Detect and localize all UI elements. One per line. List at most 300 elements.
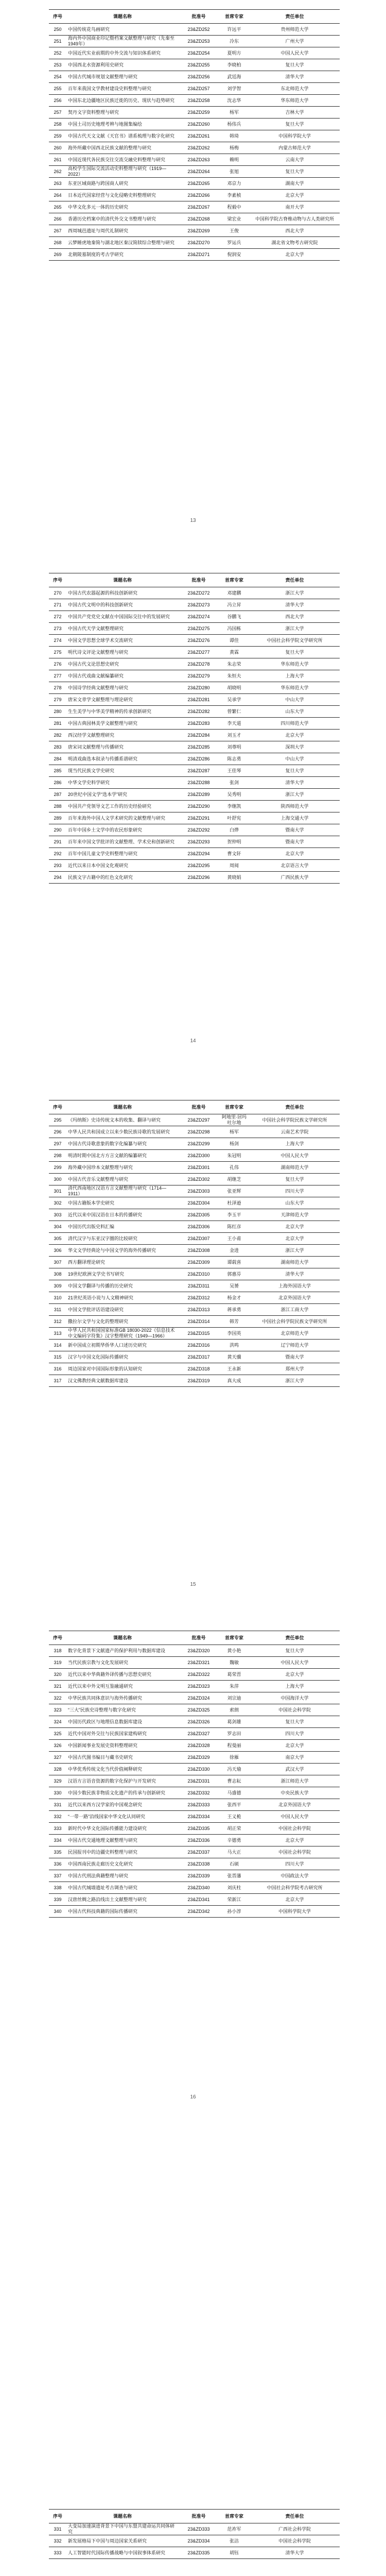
row-chief-expert: 张晋藩 xyxy=(219,1870,250,1882)
row-approval-number: 23&ZD259 xyxy=(179,107,219,118)
row-approval-number: 23&ZD317 xyxy=(179,1351,219,1363)
row-title: 中国历代出版史料汇编 xyxy=(66,1221,179,1233)
table-row xyxy=(49,836,340,848)
row-chief-expert: 辛德勇 xyxy=(219,1835,250,1846)
row-chief-expert: 罗运兵 xyxy=(219,237,250,249)
table-row xyxy=(49,1292,340,1304)
row-approval-number: 23&ZD309 xyxy=(179,1257,219,1268)
row-seq: 311 xyxy=(49,1304,66,1316)
row-responsible-unit: 中国社会科学院 xyxy=(250,1846,340,1858)
row-title: 中国文学批评话语建设研究 xyxy=(66,1304,179,1316)
row-seq: 330 xyxy=(49,1787,66,1799)
row-responsible-unit: 广西社会科学院 xyxy=(250,2523,340,2535)
table-row xyxy=(49,95,340,107)
row-responsible-unit: 中国海洋大学 xyxy=(250,1692,340,1704)
row-title: 新中国成立初期华侨华人口述历史研究 xyxy=(66,1340,179,1351)
row-chief-expert: 孙小淳 xyxy=(219,1906,250,1918)
row-chief-expert: 刘庆柱 xyxy=(219,1882,250,1894)
table-header-row xyxy=(49,2510,340,2523)
row-title: 汉唐丝绸之路沿线出土文献整理与研究 xyxy=(66,1894,179,1906)
header-chief-expert: 首席专家 xyxy=(219,2510,250,2523)
row-chief-expert: 范祚军 xyxy=(219,2523,250,2535)
row-approval-number: 23&ZD290 xyxy=(179,801,219,812)
row-title: 中国古籍版本学史研究 xyxy=(66,1197,179,1209)
row-title: 《玛纳斯》史诗传统文本的收集、翻译与研究 xyxy=(66,1114,179,1126)
row-seq: 331 xyxy=(49,1799,66,1811)
row-chief-expert: 金进 xyxy=(219,1245,250,1257)
row-title: 近代以来中外文明互鉴融通研究 xyxy=(66,1681,179,1692)
table-row xyxy=(49,777,340,789)
row-responsible-unit: 上海外国语大学 xyxy=(250,1280,340,1292)
row-responsible-unit: 中国社会科学院文学研究所 xyxy=(250,635,340,647)
table-row xyxy=(49,1787,340,1799)
row-responsible-unit: 郑州大学 xyxy=(250,1363,340,1375)
table-row xyxy=(49,1681,340,1692)
row-seq: 273 xyxy=(49,623,66,635)
row-seq: 258 xyxy=(49,118,66,130)
row-chief-expert: 杨伟兵 xyxy=(219,118,250,130)
table-row xyxy=(49,59,340,71)
row-title: “一带一路”沿线国家中华文化认同研究 xyxy=(66,1811,179,1823)
header-title: 课题名称 xyxy=(66,1631,179,1645)
row-title: 近代以来中国汉语在日本的传播研究 xyxy=(66,1209,179,1221)
row-responsible-unit: 四川师范大学 xyxy=(250,718,340,730)
row-title: 中国历代政区与地理信息数据库建设 xyxy=(66,1716,179,1728)
row-seq: 305 xyxy=(49,1233,66,1245)
table-row xyxy=(49,1328,340,1340)
row-approval-number: 23&ZD284 xyxy=(179,730,219,741)
row-responsible-unit: 华东师范大学 xyxy=(250,658,340,670)
row-approval-number: 23&ZD341 xyxy=(179,1894,219,1906)
row-responsible-unit: 复旦大学 xyxy=(250,647,340,658)
row-chief-expert: 梁宏业 xyxy=(219,213,250,225)
row-approval-number: 23&ZD257 xyxy=(179,83,219,95)
row-approval-number: 23&ZD331 xyxy=(179,1775,219,1787)
row-chief-expert: 马大正 xyxy=(219,1846,250,1858)
row-chief-expert: 朱恒夫 xyxy=(219,670,250,682)
row-title: 民国报刊中的边疆史料整理与研究 xyxy=(66,1846,179,1858)
row-seq: 317 xyxy=(49,1375,66,1387)
table-row xyxy=(49,36,340,47)
table-row xyxy=(49,789,340,801)
row-seq: 268 xyxy=(49,237,66,249)
table-row xyxy=(49,1351,340,1363)
row-responsible-unit: 湖北省文物考古研究院 xyxy=(250,237,340,249)
row-chief-expert: 谭载喜 xyxy=(219,1257,250,1268)
row-responsible-unit: 云南艺术学院 xyxy=(250,1126,340,1138)
header-chief-expert: 首席专家 xyxy=(219,1631,250,1645)
row-responsible-unit: 清华大学 xyxy=(250,1268,340,1280)
row-title: 近代以来日本中国文化观研究 xyxy=(66,860,179,872)
row-responsible-unit: 上海交通大学 xyxy=(250,812,340,824)
row-seq: 286 xyxy=(49,777,66,789)
row-approval-number: 23&ZD296 xyxy=(179,872,219,884)
table-row xyxy=(49,71,340,83)
row-seq: 302 xyxy=(49,1197,66,1209)
row-seq: 332 xyxy=(49,2535,66,2547)
row-responsible-unit: 中国政法大学 xyxy=(250,1870,340,1882)
row-approval-number: 23&ZD303 xyxy=(179,1185,219,1197)
row-title: 中国古典园林美学文献整理与研究 xyxy=(66,718,179,730)
row-seq: 331 xyxy=(49,2523,66,2535)
header-seq: 序号 xyxy=(49,573,66,587)
header-responsible-unit: 责任单位 xyxy=(250,2510,340,2523)
row-responsible-unit: 浙江大学 xyxy=(250,1245,340,1257)
row-approval-number: 23&ZD292 xyxy=(179,824,219,836)
table-row xyxy=(49,83,340,95)
row-approval-number: 23&ZD306 xyxy=(179,1221,219,1233)
row-approval-number: 23&ZD321 xyxy=(179,1657,219,1669)
row-title: 中国东北边疆地区民族迁徙的历史、现状与趋势研究 xyxy=(66,95,179,107)
row-seq: 283 xyxy=(49,741,66,753)
row-chief-expert: 蒋承勇 xyxy=(219,1304,250,1316)
row-approval-number: 23&ZD285 xyxy=(179,741,219,753)
row-chief-expert: 洪鸣 xyxy=(219,1340,250,1351)
row-seq: 296 xyxy=(49,1126,66,1138)
row-chief-expert: 倪润安 xyxy=(219,249,250,261)
row-chief-expert: 韩芳 xyxy=(219,1316,250,1328)
table-row xyxy=(49,1221,340,1233)
row-seq: 254 xyxy=(49,71,66,83)
row-approval-number: 23&ZD271 xyxy=(179,249,219,261)
row-chief-expert: 李玉平 xyxy=(219,1209,250,1221)
row-title: 契丹文字资料整理与研究 xyxy=(66,107,179,118)
row-chief-expert: 真大成 xyxy=(219,1375,250,1387)
row-responsible-unit: 中国人民大学 xyxy=(250,1657,340,1669)
table-row xyxy=(49,741,340,753)
row-approval-number: 23&ZD311 xyxy=(179,1280,219,1292)
row-responsible-unit: 浙江大学 xyxy=(250,789,340,801)
row-approval-number: 23&ZD315 xyxy=(179,1328,219,1340)
row-title: 中国古代文论思想史研究 xyxy=(66,658,179,670)
row-chief-expert: 王永新 xyxy=(219,1363,250,1375)
row-title: 中国古代天学文献整理研究 xyxy=(66,623,179,635)
table-row xyxy=(49,718,340,730)
row-responsible-unit: 贵州师范大学 xyxy=(250,24,340,36)
row-title: 新时代中华文化国际传播能力建设研究 xyxy=(66,1823,179,1835)
table-row xyxy=(49,611,340,623)
row-seq: 326 xyxy=(49,1740,66,1752)
row-responsible-unit: 中国科学院古脊椎动物与古人类研究所 xyxy=(250,213,340,225)
row-responsible-unit: 复旦大学 xyxy=(250,1716,340,1728)
row-responsible-unit: 山东大学 xyxy=(250,1197,340,1209)
row-seq: 301 xyxy=(49,1185,66,1197)
row-title: 明清时期中国北方方言文献的编纂研究 xyxy=(66,1150,179,1162)
row-title: 西汉经学文献整理研究 xyxy=(66,730,179,741)
table-row xyxy=(49,1870,340,1882)
row-seq: 250 xyxy=(49,24,66,36)
row-responsible-unit: 云南大学 xyxy=(250,154,340,166)
row-title: 汉语方言语音资源的数字化保护与开发研究 xyxy=(66,1775,179,1787)
row-seq: 320 xyxy=(49,1669,66,1681)
row-responsible-unit: 山东大学 xyxy=(250,706,340,718)
row-chief-expert: 刘宗迪 xyxy=(219,1692,250,1704)
row-seq: 270 xyxy=(49,587,66,599)
row-title: 清代西南地区汉语方言文献整理与研究（1714—1911） xyxy=(66,1185,179,1197)
row-chief-expert: 韩琦 xyxy=(219,130,250,142)
table-row xyxy=(49,682,340,694)
row-title: 中国古代刑法典籍整理与研究 xyxy=(66,1870,179,1882)
row-approval-number: 23&ZD281 xyxy=(179,694,219,706)
table-row xyxy=(49,1669,340,1681)
row-chief-expert: 张西平 xyxy=(219,1799,250,1811)
row-responsible-unit: 中国社会科学院 xyxy=(250,1704,340,1716)
row-seq: 280 xyxy=(49,706,66,718)
table-row xyxy=(49,47,340,59)
row-title: 中国西南民族走廊历史文化研究 xyxy=(66,1858,179,1870)
header-approval-number: 批准号 xyxy=(179,2510,219,2523)
row-seq: 257 xyxy=(49,107,66,118)
row-chief-expert: 荣新江 xyxy=(219,1894,250,1906)
row-chief-expert: 白烨 xyxy=(219,824,250,836)
row-chief-expert: 赖明 xyxy=(219,154,250,166)
row-chief-expert: 徐雁 xyxy=(219,1752,250,1764)
table-row xyxy=(49,1799,340,1811)
row-title: 中国古代科技典籍的国际传播研究 xyxy=(66,1906,179,1918)
row-responsible-unit: 复旦大学 xyxy=(250,1174,340,1185)
table-row xyxy=(49,178,340,190)
row-responsible-unit: 浙江师范大学 xyxy=(250,1775,340,1787)
table-row xyxy=(49,1692,340,1704)
header-chief-expert: 首席专家 xyxy=(219,10,250,24)
row-chief-expert: 邓京力 xyxy=(219,178,250,190)
row-chief-expert: 王义桅 xyxy=(219,1811,250,1823)
row-responsible-unit: 清华大学 xyxy=(250,777,340,789)
header-chief-expert: 首席专家 xyxy=(219,1100,250,1114)
row-title: 生生美学与中华美学精神的传承创新研究 xyxy=(66,706,179,718)
row-responsible-unit: 武汉大学 xyxy=(250,1764,340,1775)
row-seq: 327 xyxy=(49,1752,66,1764)
row-chief-expert: 杨梅 xyxy=(219,142,250,154)
row-title: 中国少数民族非物质文化遗产的传承与创新研究 xyxy=(66,1787,179,1799)
table-row xyxy=(49,1728,340,1740)
row-seq: 328 xyxy=(49,1764,66,1775)
row-approval-number: 23&ZD340 xyxy=(179,1882,219,1894)
row-title: 中国古代图书编目与藏书史研究 xyxy=(66,1752,179,1764)
row-title: 中华民族共同体意识与海外传播研究 xyxy=(66,1692,179,1704)
row-seq: 319 xyxy=(49,1657,66,1669)
row-approval-number: 23&ZD295 xyxy=(179,860,219,872)
row-title: 百年来我国文学教材建设史料整理与研究 xyxy=(66,83,179,95)
table-row xyxy=(49,647,340,658)
table-row xyxy=(49,1846,340,1858)
table-row xyxy=(49,1704,340,1716)
row-title: 当代民族宗教与文化发展研究 xyxy=(66,1657,179,1669)
row-seq: 263 xyxy=(49,178,66,190)
row-approval-number: 23&ZD308 xyxy=(179,1245,219,1257)
row-responsible-unit: 上海大学 xyxy=(250,1681,340,1692)
table-row xyxy=(49,753,340,765)
row-approval-number: 23&ZD322 xyxy=(179,1669,219,1681)
row-title: 中国近代实业前期的中外交流与知识体系研究 xyxy=(66,47,179,59)
row-seq: 256 xyxy=(49,95,66,107)
row-title: 西方翻译理论研究 xyxy=(66,1257,179,1268)
table-row xyxy=(49,166,340,178)
row-seq: 251 xyxy=(49,36,66,47)
row-title: 人工智能时代国际传播战略与中国叙事体系研究 xyxy=(66,2547,179,2559)
row-seq: 297 xyxy=(49,1138,66,1150)
table-row xyxy=(49,860,340,872)
row-seq: 337 xyxy=(49,1870,66,1882)
row-approval-number: 23&ZD287 xyxy=(179,765,219,777)
table-header-row xyxy=(49,1631,340,1645)
row-seq: 339 xyxy=(49,1894,66,1906)
row-title: 北朝陵墓制度的考古学研究 xyxy=(66,249,179,261)
row-chief-expert: 胡晓明 xyxy=(219,682,250,694)
row-responsible-unit: 深圳大学 xyxy=(250,741,340,753)
table-row xyxy=(49,1150,340,1162)
table-row xyxy=(49,1716,340,1728)
table-row xyxy=(49,1811,340,1823)
table-row xyxy=(49,1363,340,1375)
row-approval-number: 23&ZD336 xyxy=(179,1835,219,1846)
table-row xyxy=(49,765,340,777)
row-chief-expert: 杨金才 xyxy=(219,1292,250,1304)
row-approval-number: 23&ZD299 xyxy=(179,1138,219,1150)
table-row xyxy=(49,694,340,706)
row-responsible-unit: 天津师范大学 xyxy=(250,1209,340,1221)
row-chief-expert: 郭惠芬 xyxy=(219,1268,250,1280)
row-title: 唐宋文章学文献整理与理论研究 xyxy=(66,694,179,706)
row-responsible-unit: 北京外国语大学 xyxy=(250,1292,340,1304)
row-responsible-unit: 西北大学 xyxy=(250,611,340,623)
row-title: 百年来海外中国人文学术研究的文献整理与研究 xyxy=(66,812,179,824)
row-responsible-unit: 华东师范大学 xyxy=(250,682,340,694)
row-seq: 329 xyxy=(49,1775,66,1787)
row-seq: 315 xyxy=(49,1351,66,1363)
row-approval-number: 23&ZD330 xyxy=(179,1764,219,1775)
header-seq: 序号 xyxy=(49,2510,66,2523)
header-responsible-unit: 责任单位 xyxy=(250,573,340,587)
row-approval-number: 23&ZD276 xyxy=(179,635,219,647)
row-responsible-unit: 上海大学 xyxy=(250,670,340,682)
row-responsible-unit: 北京大学 xyxy=(250,190,340,201)
row-chief-expert: 葛剑雄 xyxy=(219,1716,250,1728)
header-responsible-unit: 责任单位 xyxy=(250,10,340,24)
row-responsible-unit: 四川大学 xyxy=(250,1185,340,1197)
table-row xyxy=(49,801,340,812)
row-responsible-unit: 北京师范大学 xyxy=(250,1328,340,1340)
row-approval-number: 23&ZD342 xyxy=(179,1906,219,1918)
table-row xyxy=(49,706,340,718)
header-chief-expert: 首席专家 xyxy=(219,573,250,587)
row-title: “三大”民族史诗整理与数字化研究 xyxy=(66,1704,179,1716)
row-seq: 279 xyxy=(49,694,66,706)
row-chief-expert: 曹文轩 xyxy=(219,848,250,860)
row-responsible-unit: 中国科学院大学 xyxy=(250,130,340,142)
row-seq: 338 xyxy=(49,1882,66,1894)
row-approval-number: 23&ZD254 xyxy=(179,47,219,59)
row-chief-expert: 黄晓娟 xyxy=(219,872,250,884)
row-responsible-unit: 西北大学 xyxy=(250,225,340,237)
table-row xyxy=(49,1138,340,1150)
row-title: 中国新闻事业发展史资料整理研究 xyxy=(66,1740,179,1752)
row-approval-number: 23&ZD255 xyxy=(179,59,219,71)
row-responsible-unit: 北京大学 xyxy=(250,249,340,261)
row-chief-expert: 夏明方 xyxy=(219,47,250,59)
table-row xyxy=(49,1894,340,1906)
row-title: 中国古代城墙遗址考古调查与研究 xyxy=(66,1882,179,1894)
row-responsible-unit: 广州大学 xyxy=(250,36,340,47)
row-seq: 306 xyxy=(49,1245,66,1257)
row-seq: 313 xyxy=(49,1328,66,1340)
row-seq: 265 xyxy=(49,201,66,213)
row-seq: 252 xyxy=(49,47,66,59)
row-approval-number: 23&ZD275 xyxy=(179,623,219,635)
row-title: 华文文学经典论与中国文学的海外传播研究 xyxy=(66,1245,179,1257)
row-seq: 291 xyxy=(49,836,66,848)
row-responsible-unit: 中国人民大学 xyxy=(250,47,340,59)
row-approval-number: 23&ZD312 xyxy=(179,1292,219,1304)
row-title: 清代汉字与东亚汉字圈的比较研究 xyxy=(66,1233,179,1245)
table-row xyxy=(49,1233,340,1245)
row-chief-expert: 杜泽逊 xyxy=(219,1197,250,1209)
row-chief-expert: 朱萍 xyxy=(219,1681,250,1692)
row-title: 日本近代国家经营与文化侵略史料整理研究 xyxy=(66,190,179,201)
row-seq: 312 xyxy=(49,1316,66,1328)
table-row xyxy=(49,658,340,670)
row-seq: 335 xyxy=(49,1846,66,1858)
table-header-row xyxy=(49,10,340,24)
row-chief-expert: 曹志耘 xyxy=(219,1775,250,1787)
row-approval-number: 23&ZD256 xyxy=(179,71,219,83)
row-chief-expert: 张剑 xyxy=(219,777,250,789)
table-row xyxy=(49,1316,340,1328)
row-chief-expert: 孔伟 xyxy=(219,1162,250,1174)
table-row xyxy=(49,1245,340,1257)
row-chief-expert: 张洁 xyxy=(219,2535,250,2547)
page-number: 15 xyxy=(190,1582,196,1587)
row-seq: 285 xyxy=(49,765,66,777)
row-title: 中华文学史料学研究 xyxy=(66,777,179,789)
row-title: 西周城邑遗址与周代礼制研究 xyxy=(66,225,179,237)
row-title: 高校学生国际交流活动史料整理与研究（1919—2022） xyxy=(66,166,179,178)
row-title: 21世纪英语小说与人文精神研究 xyxy=(66,1292,179,1304)
row-chief-expert: 冯天瑜 xyxy=(219,1764,250,1775)
row-approval-number: 23&ZD272 xyxy=(179,587,219,599)
row-approval-number: 23&ZD337 xyxy=(179,1846,219,1858)
row-seq: 323 xyxy=(49,1704,66,1716)
row-approval-number: 23&ZD298 xyxy=(179,1126,219,1138)
table-row xyxy=(49,213,340,225)
row-approval-number: 23&ZD338 xyxy=(179,1858,219,1870)
project-table xyxy=(49,2509,340,2559)
row-title: 百年中国儿童文学史料整理与研究 xyxy=(66,848,179,860)
row-chief-expert: 吴赟 xyxy=(219,1280,250,1292)
row-responsible-unit: 内蒙古师范大学 xyxy=(250,142,340,154)
row-chief-expert: 贺仲明 xyxy=(219,836,250,848)
row-chief-expert: 胡继芝 xyxy=(219,1174,250,1185)
row-seq: 332 xyxy=(49,1811,66,1823)
row-approval-number: 23&ZD291 xyxy=(179,812,219,824)
row-seq: 253 xyxy=(49,59,66,71)
row-title: 中国西北水资源利用史研究 xyxy=(66,59,179,71)
row-title: 中国土司历史地理考辨与地图集编绘 xyxy=(66,118,179,130)
row-chief-expert: 马盛德 xyxy=(219,1787,250,1799)
row-seq: 333 xyxy=(49,1823,66,1835)
table-row xyxy=(49,635,340,647)
row-seq: 314 xyxy=(49,1340,66,1351)
row-chief-expert: 谭佳 xyxy=(219,635,250,647)
row-approval-number: 23&ZD297 xyxy=(179,1114,219,1126)
table-row xyxy=(49,824,340,836)
row-seq: 322 xyxy=(49,1692,66,1704)
row-seq: 310 xyxy=(49,1292,66,1304)
row-title: 唐宋词文献整理与传播研究 xyxy=(66,741,179,753)
row-chief-expert: 程毅中 xyxy=(219,201,250,213)
row-title: 中华人民共和国成立以来少数民族诗歌的发展研究 xyxy=(66,1126,179,1138)
row-approval-number: 23&ZD334 xyxy=(179,1811,219,1823)
